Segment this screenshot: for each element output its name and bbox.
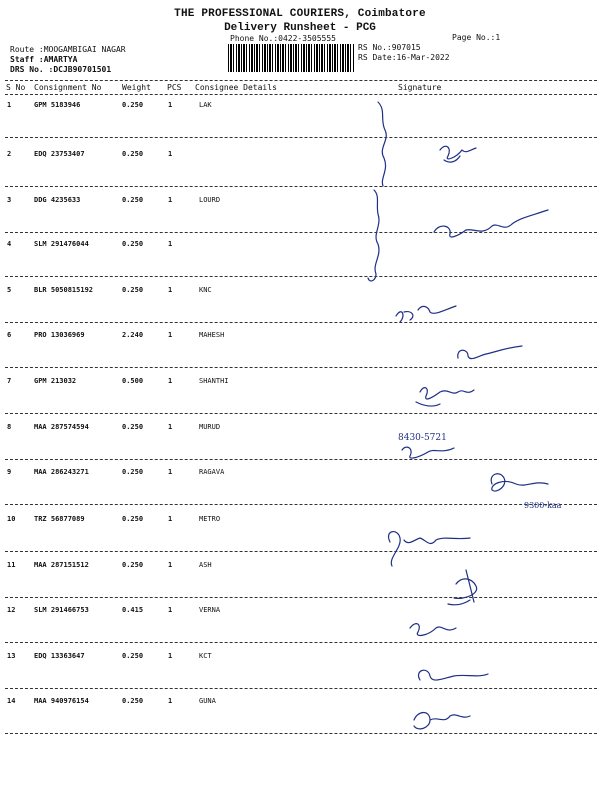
cell-weight: 0.250: [122, 240, 144, 248]
drs-label: DRS No. :DCJB90701501: [10, 65, 112, 74]
cell-pcs: 1: [168, 150, 173, 158]
cell-pcs: 1: [168, 196, 173, 204]
cell-consignment: BLR 5050815192: [34, 286, 94, 294]
cell-consignee: GUNA: [199, 697, 216, 705]
cell-consignee: RAGAVA: [199, 468, 225, 476]
cell-consignee: KCT: [199, 652, 212, 660]
cell-consignee: KNC: [199, 286, 212, 294]
cell-sno: 6: [7, 331, 12, 339]
col-weight: Weight: [122, 83, 151, 92]
handwritten-phone-8: 8430-5721: [398, 433, 447, 443]
signature-bracket-3: [368, 190, 379, 281]
col-signature: Signature: [398, 83, 442, 92]
cell-pcs: 1: [168, 652, 173, 660]
cell-consignment: EDQ 13363647: [34, 652, 85, 660]
cell-sno: 13: [7, 652, 16, 660]
cell-consignee: ASH: [199, 561, 212, 569]
cell-weight: 0.250: [122, 515, 144, 523]
cell-consignment: SLM 291466753: [34, 606, 89, 614]
cell-consignment: GPM 213032: [34, 377, 77, 385]
cell-weight: 0.250: [122, 150, 144, 158]
cell-consignee: VERNA: [199, 606, 221, 614]
cell-pcs: 1: [168, 697, 173, 705]
cell-consignment: EDQ 23753407: [34, 150, 85, 158]
phone-number: Phone No.:0422-3505555: [230, 34, 336, 43]
cell-pcs: 1: [168, 423, 173, 431]
col-consignee: Consignee Details: [195, 83, 277, 92]
cell-consignment: MAA 287151512: [34, 561, 89, 569]
cell-pcs: 1: [168, 515, 173, 523]
cell-sno: 12: [7, 606, 16, 614]
cell-weight: 0.500: [122, 377, 144, 385]
cell-consignment: MAA 940976154: [34, 697, 89, 705]
cell-weight: 0.415: [122, 606, 144, 614]
cell-sno: 4: [7, 240, 12, 248]
cell-sno: 7: [7, 377, 12, 385]
cell-consignee: MAHESH: [199, 331, 225, 339]
rs-date: RS Date:16-Mar-2022: [358, 53, 450, 62]
cell-weight: 2.240: [122, 331, 144, 339]
col-pcs: PCS: [167, 83, 182, 92]
cell-pcs: 1: [168, 286, 173, 294]
runsheet-subtitle: Delivery Runsheet - PCG: [224, 22, 376, 34]
cell-consignee: LAK: [199, 101, 212, 109]
cell-weight: 0.250: [122, 196, 144, 204]
signature-11: [448, 570, 477, 605]
cell-weight: 0.250: [122, 101, 144, 109]
signature-5: [396, 306, 456, 322]
cell-sno: 3: [7, 196, 12, 204]
cell-sno: 5: [7, 286, 12, 294]
signature-14: [414, 713, 470, 729]
cell-consignment: PRO 13036969: [34, 331, 85, 339]
col-sno: S No: [6, 83, 26, 92]
signature-9: [491, 474, 548, 491]
cell-pcs: 1: [168, 331, 173, 339]
cell-consignment: DDG 4235633: [34, 196, 81, 204]
cell-pcs: 1: [168, 468, 173, 476]
cell-weight: 0.250: [122, 286, 144, 294]
cell-pcs: 1: [168, 240, 173, 248]
cell-sno: 2: [7, 150, 12, 158]
page-number: Page No.:1: [452, 33, 501, 42]
cell-consignee: SHANTHI: [199, 377, 229, 385]
cell-pcs: 1: [168, 377, 173, 385]
cell-consignment: MAA 286243271: [34, 468, 89, 476]
cell-consignment: SLM 291476044: [34, 240, 89, 248]
signature-10: [389, 532, 470, 566]
cell-pcs: 1: [168, 561, 173, 569]
cell-weight: 0.250: [122, 697, 144, 705]
cell-sno: 9: [7, 468, 12, 476]
cell-sno: 10: [7, 515, 16, 523]
cell-sno: 11: [7, 561, 16, 569]
cell-sno: 1: [7, 101, 12, 109]
cell-weight: 0.250: [122, 652, 144, 660]
cell-pcs: 1: [168, 606, 173, 614]
rs-number: RS No.:907015: [358, 43, 421, 52]
cell-sno: 8: [7, 423, 12, 431]
signature-3: [434, 210, 548, 237]
signature-bracket-1: [378, 102, 386, 186]
cell-consignment: TRZ 56877089: [34, 515, 85, 523]
cell-consignee: LOURD: [199, 196, 221, 204]
cell-sno: 14: [7, 697, 16, 705]
cell-consignment: MAA 287574594: [34, 423, 89, 431]
cell-pcs: 1: [168, 101, 173, 109]
col-consignment: Consignment No: [34, 83, 102, 92]
handwritten-note-9: 9300-kaa: [524, 501, 562, 510]
signature-12: [410, 624, 456, 636]
signature-13: [419, 670, 488, 680]
cell-consignee: METRO: [199, 515, 221, 523]
cell-weight: 0.250: [122, 468, 144, 476]
signature-1: [440, 146, 476, 162]
cell-consignee: MURUD: [199, 423, 221, 431]
cell-consignment: GPM 5183946: [34, 101, 81, 109]
staff-label: Staff :AMARTYA: [10, 55, 78, 64]
company-title: THE PROFESSIONAL COURIERS, Coimbatore: [174, 8, 426, 20]
signature-7: [416, 388, 474, 407]
cell-weight: 0.250: [122, 561, 144, 569]
cell-weight: 0.250: [122, 423, 144, 431]
signature-8: [402, 447, 454, 458]
signature-6: [458, 346, 522, 359]
route-label: Route :MOOGAMBIGAI NAGAR: [10, 45, 126, 54]
